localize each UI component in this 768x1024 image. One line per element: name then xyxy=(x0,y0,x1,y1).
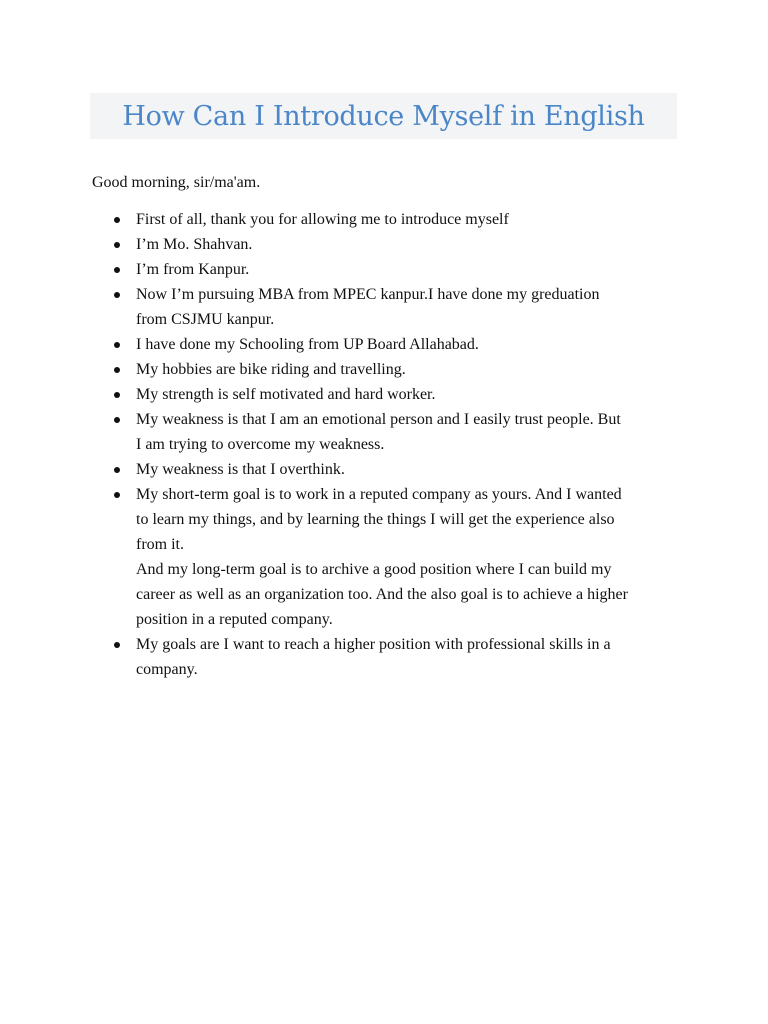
title-banner xyxy=(90,93,677,139)
list-item-line: from it. xyxy=(136,536,184,553)
list-item-line: company. xyxy=(136,661,198,678)
list-item xyxy=(91,282,691,332)
list-item-line: My hobbies are bike riding and travelling. xyxy=(136,361,406,378)
bullet-dot-icon xyxy=(114,417,120,423)
list-item xyxy=(91,382,691,407)
greeting-text: Good morning, sir/ma'am. xyxy=(92,174,261,191)
document-body xyxy=(91,170,691,682)
page-title: How Can I Introduce Myself in English xyxy=(122,100,645,132)
bullet-dot-icon xyxy=(114,267,120,273)
bullet-list xyxy=(91,207,691,682)
list-item xyxy=(91,332,691,357)
list-item-line: I’m Mo. Shahvan. xyxy=(136,236,253,253)
bullet-dot-icon xyxy=(114,492,120,498)
list-item xyxy=(91,482,691,632)
list-item-line: My strength is self motivated and hard worker. xyxy=(136,386,436,403)
list-item-line: I have done my Schooling from UP Board Allahabad. xyxy=(136,336,479,353)
list-item xyxy=(91,232,691,257)
bullet-dot-icon xyxy=(114,292,120,298)
list-item xyxy=(91,632,691,682)
bullet-dot-icon xyxy=(114,642,120,648)
bullet-dot-icon xyxy=(114,242,120,248)
bullet-dot-icon xyxy=(114,342,120,348)
list-item xyxy=(91,357,691,382)
list-item-line: My goals are I want to reach a higher position with professional skills in a xyxy=(136,636,611,653)
list-item xyxy=(91,207,691,232)
bullet-dot-icon xyxy=(114,392,120,398)
list-item-line: My weakness is that I overthink. xyxy=(136,461,345,478)
list-item-line: And my long-term goal is to archive a good position where I can build my xyxy=(136,561,612,578)
list-item xyxy=(91,257,691,282)
list-item-line: Now I’m pursuing MBA from MPEC kanpur.I have done my greduation xyxy=(136,286,600,303)
list-item-line: My short-term goal is to work in a reputed company as yours. And I wanted xyxy=(136,486,622,503)
list-item xyxy=(91,457,691,482)
bullet-dot-icon xyxy=(114,367,120,373)
list-item-line: from CSJMU kanpur. xyxy=(136,311,275,328)
bullet-dot-icon xyxy=(114,217,120,223)
list-item xyxy=(91,407,691,457)
list-item-line: to learn my things, and by learning the things I will get the experience also xyxy=(136,511,615,528)
list-item-line: My weakness is that I am an emotional person and I easily trust people. But xyxy=(136,411,621,428)
list-item-line: career as well as an organization too. And the also goal is to achieve a higher xyxy=(136,586,628,603)
list-item-line: position in a reputed company. xyxy=(136,611,333,628)
bullet-dot-icon xyxy=(114,467,120,473)
list-item-line: First of all, thank you for allowing me to introduce myself xyxy=(136,211,509,228)
list-item-line: I am trying to overcome my weakness. xyxy=(136,436,385,453)
list-item-line: I’m from Kanpur. xyxy=(136,261,250,278)
